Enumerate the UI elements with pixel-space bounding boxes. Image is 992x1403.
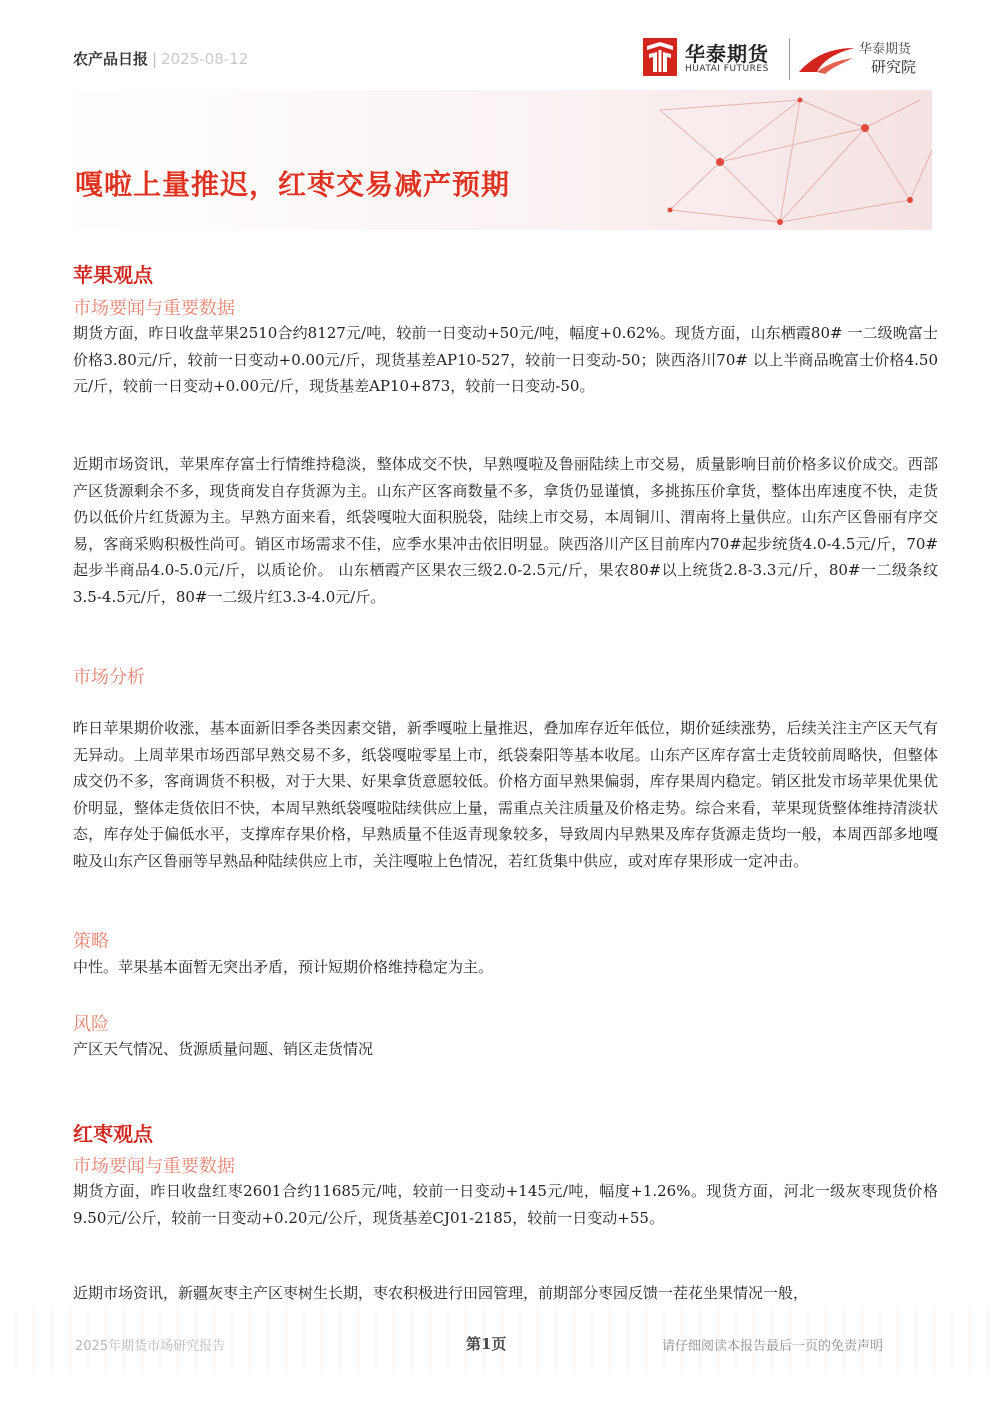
huatai-logo-icon bbox=[643, 38, 677, 76]
apple-news-futures-spot: 期货方面，昨日收盘苹果2510合约8127元/吨，较前一日变动+50元/吨，幅度+0.62%。现货方面，山东栖霞80# 一二级晚富士价格3.80元/斤，较前一日变动+0.00元/斤，现货基差AP10-527，较前一日变动-50；陕西洛川70# 以上半商品晚富士价格4.50元/斤，较前一日变动+0.00元/斤，现货基差AP10+873，较前一日变动-50。 bbox=[73, 324, 938, 395]
header-separator: | bbox=[152, 50, 158, 68]
report-type: 农产品日报 bbox=[73, 50, 149, 68]
research-institute-logo bbox=[797, 36, 927, 80]
report-header bbox=[73, 48, 248, 69]
jujube-news-futures-spot: 期货方面，昨日收盘红枣2601合约11685元/吨，较前一日变动+145元/吨，幅度+1.26%。现货方面，河北一级灰枣现货价格9.50元/公斤，较前一日变动+0.20元/公斤，现货基差CJ01-2185，较前一日变动+55。 bbox=[73, 1182, 938, 1227]
huatai-logo bbox=[643, 38, 783, 78]
apple-heading: 苹果观点 bbox=[73, 263, 153, 287]
jujube-news-heading: 市场要闻与重要数据 bbox=[73, 1156, 235, 1177]
page-number: 第1页 bbox=[466, 1335, 507, 1353]
company-name-cn: 华泰期货 bbox=[685, 42, 769, 66]
apple-analysis-heading: 市场分析 bbox=[73, 667, 145, 688]
institute-name-line1: 华泰期货 bbox=[859, 42, 912, 57]
network-decoration bbox=[60, 90, 932, 230]
apple-strategy-heading: 策略 bbox=[73, 931, 109, 952]
footer-disclaimer-note: 请仔细阅读本报告最后一页的免责声明 bbox=[662, 1339, 884, 1354]
apple-news-market-info: 近期市场资讯，苹果库存富士行情维持稳淡，整体成交不快，早熟嘎啦及鲁丽陆续上市交易，质量影响目前价格多议价成交。西部产区货源剩余不多，现货商发自存货源为主。山东产区客商数量不多，拿货仍显谨慎，多挑拣压价拿货，整体出库速度不快，走货仍以低价片红货源为主。早熟方面来看，纸袋嘎啦大面积脱袋，陆续上市交易，本周铜川、渭南将上量供应。山东产区鲁丽有序交易，客商采购积极性尚可。销区市场需求不佳，应季水果冲击依旧明显。陕西洛川产区目前库内70#起步统货4.0-4.5元/斤，70#起步半商品4.0-5.0元/斤，以质论价。 山东栖霞产区果农三级2.0-2.5元/斤，果农80#以上统货2.8-3.3元/斤，80#一二级条纹3.5-4.5元/斤，80#一二级片红3.3-4.0元/斤。 bbox=[73, 455, 938, 606]
company-name-en: HUATAI FUTURES bbox=[685, 64, 769, 74]
apple-analysis-text: 昨日苹果期价收涨，基本面新旧季各类因素交错，新季嘎啦上量推迟，叠加库存近年低位，期价延续涨势，后续关注主产区天气有无异动。上周苹果市场西部早熟交易不多，纸袋嘎啦零星上市，纸袋秦阳等基本收尾。山东产区库存富士走货较前周略快，但整体成交仍不多，客商调货不积极，对于大果、好果拿货意愿较低。价格方面早熟果偏弱，库存果周内稳定。销区批发市场苹果优果优价明显，整体走货依旧不快，本周早熟纸袋嘎啦陆续供应上量，需重点关注质量及价格走势。综合来看，苹果现货整体维持清淡状态，库存处于偏低水平，支撑库存果价格，早熟质量不佳返青现象较多，导致周内早熟果及库存货源走货均一般，本周西部多地嘎啦及山东产区鲁丽等早熟品种陆续供应上市，关注嘎啦上色情况，若红货集中供应，或对库存果形成一定冲击。 bbox=[73, 719, 938, 870]
apple-risk-text: 产区天气情况、货源质量问题、销区走货情况 bbox=[73, 1040, 374, 1058]
apple-strategy-text: 中性。苹果基本面暂无突出矛盾，预计短期价格维持稳定为主。 bbox=[73, 958, 494, 976]
footer-report-name: 2025年期货市场研究报告 bbox=[75, 1339, 226, 1354]
jujube-news-market-info: 近期市场资讯，新疆灰枣主产区枣树生长期，枣农积极进行田园管理，前期部分枣园反馈一茬花坐果情况一般， bbox=[73, 1284, 809, 1302]
title-banner bbox=[60, 90, 932, 230]
institute-name-line2: 研究院 bbox=[871, 58, 917, 76]
apple-news-heading: 市场要闻与重要数据 bbox=[73, 298, 235, 319]
report-date: 2025-08-12 bbox=[161, 50, 249, 68]
page-title: 嘎啦上量推迟，红枣交易减产预期 bbox=[75, 168, 511, 201]
logo-divider bbox=[789, 38, 790, 80]
apple-risk-heading: 风险 bbox=[73, 1014, 109, 1035]
institute-logo-icon bbox=[797, 42, 859, 76]
jujube-heading: 红枣观点 bbox=[73, 1122, 153, 1146]
